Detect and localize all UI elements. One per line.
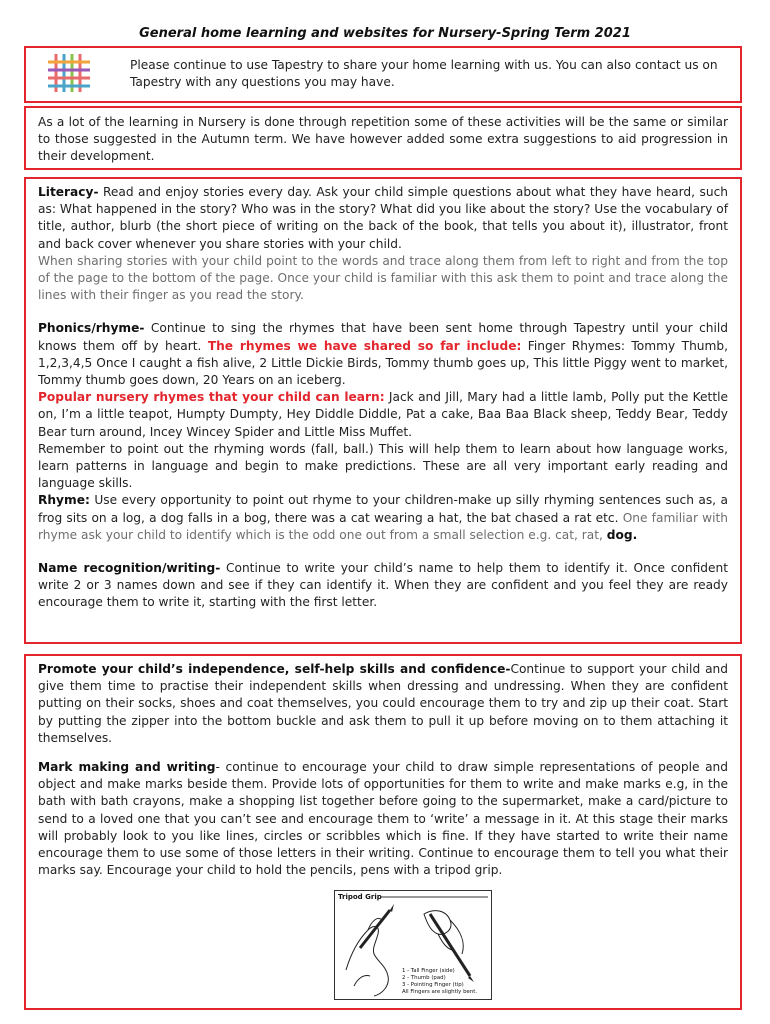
rhyme-text: Use every opportunity to point out rhyme to your children-make up silly rhyming sentences such as, a frog sits on a log, a dog falls in a bog, there was a cat wearing a hat, the bat chased a rat etc. bbox=[38, 493, 728, 525]
literacy-box bbox=[24, 177, 742, 644]
repetition-text: As a lot of the learning in Nursery is done through repetition some of these activities will be the same or similar to those suggested in the Autumn term. We have however added some extra suggestions to aid progression in their development. bbox=[38, 115, 728, 164]
tripod-grip-title: Tripod Grip bbox=[338, 893, 382, 901]
mark-making-text: - continue to encourage your child to draw simple representations of people and object and make marks beside them. Provide lots of opportunities for them to write and make marks e.g, in the bath with bath crayons, make a shopping list together before going to the supermarket, make a card/picture to send to a loved one that you can’t see and encourage them to ‘write’ a message in it. At this stage their marks will probably look to you like lines, circles or scribbles which is fine. If they have started to write their name encourage them to use some of those letters in their writing. Continue to encourage them to tell you what their marks say. Encourage your child to hold the pencils, pens with a tripod grip. bbox=[38, 760, 728, 878]
phonics-paragraph bbox=[38, 320, 728, 389]
page-title: General home learning and websites for Nursery-Spring Term 2021 bbox=[139, 26, 631, 41]
literacy-text: Read and enjoy stories every day. Ask your child simple questions about what they have heard, such as: What happened in the story? Who was in the story? What did you like about the story? Use the vocabulary of title, author, blurb (the short piece of writing on the back of the book, that tells you about it), illustrator, front and back cover whenever you share stories with your child. bbox=[38, 185, 728, 251]
phonics-text: Continue to sing the rhymes that have been sent home through Tapestry until your child knows them off by heart. bbox=[38, 321, 728, 353]
independence-paragraph bbox=[38, 661, 728, 747]
name-heading: Name recognition/writing- bbox=[38, 561, 221, 576]
name-paragraph bbox=[38, 560, 728, 612]
popular-rhymes-text: Jack and Jill, Mary had a little lamb, Polly put the Kettle on, I’m a little teapot, Humpty Dumpty, Hey Diddle Diddle, Pat a cake, Baa Baa Black sheep, Teddy Bear, Teddy Bear turn around, Incey Wincey Spider and Little Miss Muffet. bbox=[38, 390, 728, 439]
tripod-line-2: 2 - Thumb (pad) bbox=[402, 975, 446, 981]
literacy-paragraph bbox=[38, 184, 728, 253]
shared-rhymes-text: Finger Rhymes: Tommy Thumb, 1,2,3,4,5 Once I caught a fish alive, 2 Little Dickie Birds, Tommy thumb goes up, This little Piggy went to market, Tommy thumb goes down, 20 Years on an iceberg. bbox=[38, 338, 728, 388]
tripod-line-4: All Fingers are slightly bent. bbox=[402, 989, 478, 995]
mark-making-heading: Mark making and writing bbox=[38, 760, 216, 775]
rhyme-bold-text: dog. bbox=[606, 527, 638, 542]
tripod-line-1: 1 - Tall Finger (side) bbox=[402, 968, 455, 974]
literacy-grey-text: When sharing stories with your child point to the words and trace along them from left to right and from the top of the page to the bottom of the page. Once your child is familiar with this ask them to point and trace along the lines with their finger as you read the story. bbox=[38, 253, 728, 303]
popular-rhymes-paragraph bbox=[38, 389, 728, 441]
rhyme-grey-text: One familiar with rhyme ask your child to identify which is the odd one out from a small selection e.g. cat, rat, bbox=[38, 510, 728, 542]
intro-box bbox=[24, 46, 742, 103]
intro-text: Please continue to use Tapestry to share your home learning with us. You can also contact us on Tapestry with any questions you may have. bbox=[130, 58, 718, 89]
rhyme-paragraph bbox=[38, 492, 728, 544]
tripod-grip-illustration bbox=[334, 890, 492, 1000]
independence-text: Continue to support your child and give them time to practise their independent skills when dressing and undressing. When they are confident putting on their socks, shoes and coat themselves, you could encourage them to try and zip up their coat. Start by putting the zipper into the bottom buckle and ask them to pull it up before moving on to them attaching it themselves. bbox=[38, 662, 729, 745]
remember-text: Remember to point out the rhyming words (fall, ball.) This will help them to learn about how language works, learn patterns in language and begin to make predictions. These are all very important early reading and language skills. bbox=[38, 441, 728, 491]
popular-rhymes-heading: Popular nursery rhymes that your child can learn: bbox=[38, 390, 385, 405]
rhyme-heading: Rhyme: bbox=[38, 493, 90, 508]
shared-rhymes-heading: The rhymes we have shared so far include: bbox=[207, 338, 522, 353]
phonics-heading: Phonics/rhyme- bbox=[38, 321, 145, 336]
tapestry-logo-icon bbox=[44, 54, 94, 92]
name-text: Continue to write your child’s name to help them to identify it. Once confident write 2 or 3 names down and see if they can identify it. When they are confident and you feel they are ready encourage them to write it, starting with the first letter. bbox=[38, 561, 728, 610]
tripod-line-3: 3 - Pointing Finger (tip) bbox=[402, 982, 464, 988]
independence-heading: Promote your child’s independence, self-help skills and confidence- bbox=[38, 662, 511, 676]
repetition-box bbox=[24, 106, 742, 170]
mark-making-paragraph bbox=[38, 759, 728, 879]
literacy-heading: Literacy- bbox=[38, 185, 99, 199]
independence-box bbox=[24, 654, 742, 1010]
